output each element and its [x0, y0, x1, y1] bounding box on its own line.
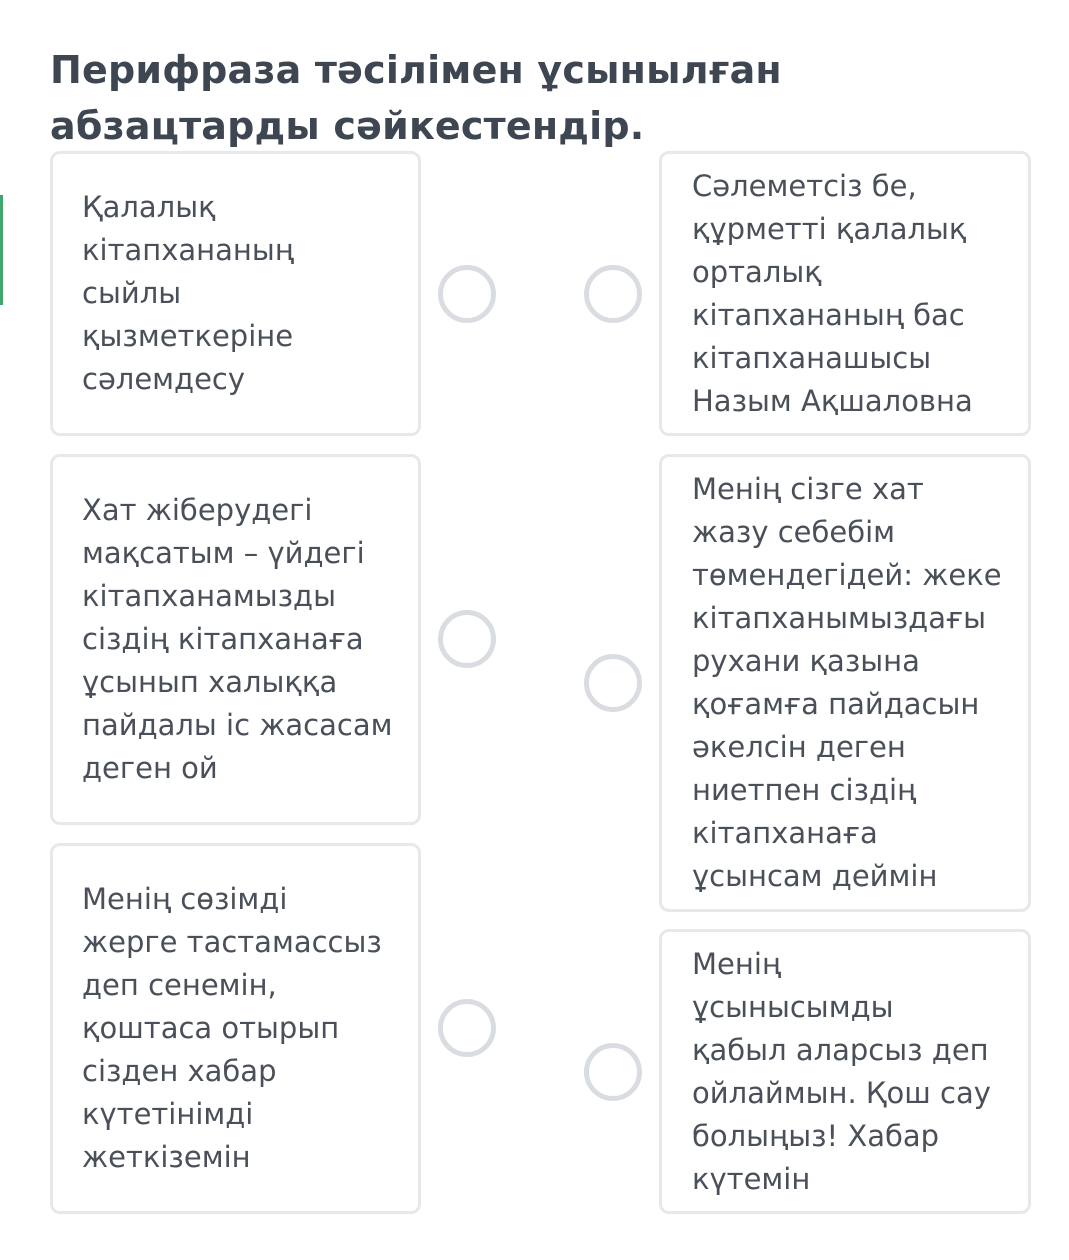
right-match-radio[interactable]: [584, 265, 642, 323]
right-item-text: Сәлеметсіз бе, құрметті қалалық орталық кітапхананың бас кітапханашысы Назым Ақшаловна: [692, 168, 973, 418]
left-item-card[interactable]: [50, 843, 421, 1214]
progress-accent-strip: [0, 195, 3, 305]
left-item-card[interactable]: [50, 454, 421, 825]
left-match-radio[interactable]: [438, 999, 496, 1057]
right-item-card[interactable]: [659, 454, 1031, 912]
left-item-text: Қалалық кітапхананың сыйлы қызметкеріне сәлемдесу: [82, 190, 294, 396]
right-match-radio[interactable]: [584, 1043, 642, 1101]
right-match-radio[interactable]: [584, 654, 642, 712]
right-item-text: Менің ұсынысымды қабыл аларсыз деп ойлаймын. Қош сау болыңыз! Хабар күтемін: [692, 946, 991, 1196]
right-item-card[interactable]: [659, 151, 1031, 436]
left-item-card[interactable]: [50, 151, 421, 436]
question-title: Перифраза тәсілімен ұсынылған абзацтарды сәйкестендір.: [50, 48, 782, 148]
left-item-text: Хат жіберудегі мақсатым – үйдегі кітапханамызды сіздің кітапханаға ұсынып халыққа пайдалы іс жасасам деген ой: [82, 493, 393, 785]
left-item-text: Менің сөзімді жерге тастамассыз деп сенемін, қоштаса отырып сізден хабар күтетінімді жеткіземін: [82, 882, 382, 1174]
left-match-radio[interactable]: [438, 265, 496, 323]
right-item-card[interactable]: [659, 929, 1031, 1214]
left-match-radio[interactable]: [438, 610, 496, 668]
right-item-text: Менің сізге хат жазу себебім төмендегідей: жеке кітапханымыздағы рухани қазына қоғамға пайдасын әкелсін деген ниетпен сіздің кітапханаға ұсынсам деймін: [692, 472, 1002, 893]
